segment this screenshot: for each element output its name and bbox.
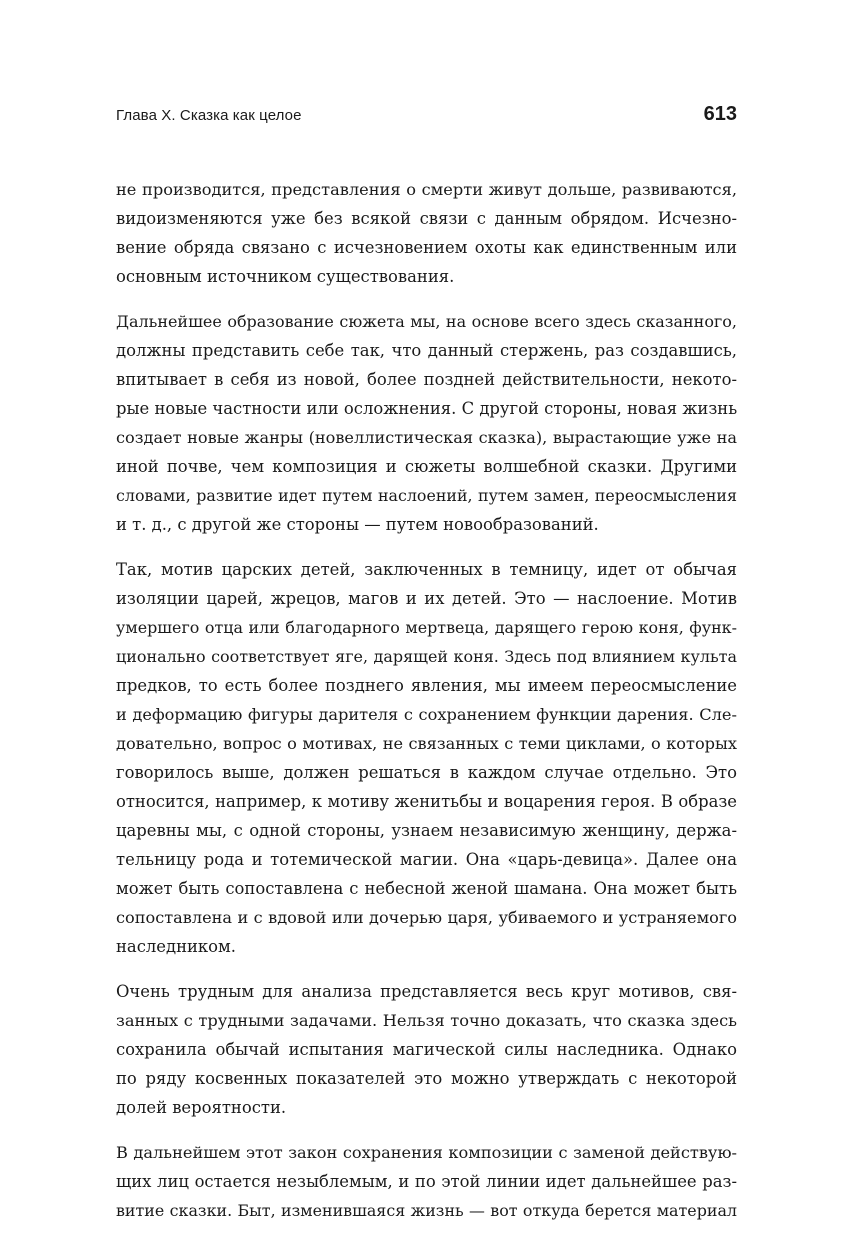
text-line: словами, развитие идет путем наслоений, путем замен, переосмысления (116, 486, 737, 505)
text-line: ционально соответствует яге, дарящей коня. Здесь под влиянием культа (116, 647, 737, 666)
text-line: довательно, вопрос о мотивах, не связанных с теми циклами, о которых (116, 734, 737, 753)
paragraph (116, 307, 737, 539)
running-head: Глава X. Сказка как целое (116, 107, 302, 124)
text-line: предков, то есть более позднего явления, мы имеем переосмысление (116, 676, 737, 695)
text-line: рые новые частности или осложнения. С другой стороны, новая жизнь (116, 399, 738, 418)
text-line: наследником. (116, 937, 237, 956)
text-line: вение обряда связано с исчезновением охоты как единственным или (116, 238, 737, 257)
text-line: сопоставлена и с вдовой или дочерью царя, убиваемого и устраняемого (116, 908, 737, 927)
text-line: основным источником существования. (116, 267, 455, 286)
page-header (116, 100, 737, 134)
paragraph (116, 555, 737, 961)
text-line: впитывает в себя из новой, более поздней действительности, некото- (116, 370, 737, 389)
text-line: относится, например, к мотиву женитьбы и воцарения героя. В образе (116, 792, 737, 811)
text-line: сохранила обычай испытания магической силы наследника. Однако (116, 1040, 737, 1059)
text-line: Так, мотив царских детей, заключенных в темницу, идет от обычая (116, 560, 737, 579)
text-line: говорилось выше, должен решаться в каждом случае отдельно. Это (116, 763, 737, 782)
paragraph (116, 977, 737, 1122)
text-line: по ряду косвенных показателей это можно утверждать с некоторой (116, 1069, 737, 1088)
text-line: тельницу рода и тотемической магии. Она «царь-девица». Далее она (116, 850, 737, 869)
text-line: долей вероятности. (116, 1098, 287, 1117)
text-line: и т. д., с другой же стороны — путем новообразований. (116, 515, 599, 534)
text-line: изоляции царей, жрецов, магов и их детей. Это — наслоение. Мотив (116, 589, 737, 608)
page-number: 613 (703, 103, 737, 125)
text-line: создает новые жанры (новеллистическая сказка), вырастающие уже на (116, 428, 737, 447)
text-line: должны представить себе так, что данный стержень, раз создавшись, (116, 341, 737, 360)
body-text (116, 175, 737, 1241)
text-line: щих лиц остается незыблемым, и по этой линии идет дальнейшее раз- (116, 1172, 737, 1191)
text-line: иной почве, чем композиция и сюжеты волшебной сказки. Другими (116, 457, 737, 476)
text-line: занных с трудными задачами. Нельзя точно доказать, что сказка здесь (116, 1011, 737, 1030)
text-line: не производится, представления о смерти живут дольше, развиваются, (116, 180, 737, 199)
text-line: видоизменяются уже без всякой связи с данным обрядом. Исчезно- (116, 209, 737, 228)
text-line: витие сказки. Быт, изменившаяся жизнь — вот откуда берется материал (116, 1201, 737, 1220)
paragraph (116, 175, 737, 291)
text-line: умершего отца или благодарного мертвеца, дарящего герою коня, функ- (116, 618, 737, 637)
text-line: В дальнейшем этот закон сохранения композиции с заменой действую- (116, 1143, 737, 1162)
text-line: и деформацию фигуры дарителя с сохранением функции дарения. Сле- (116, 705, 737, 724)
text-line: может быть сопоставлена с небесной женой шамана. Она может быть (116, 879, 737, 898)
paragraph (116, 1138, 737, 1225)
text-line: Очень трудным для анализа представляется весь круг мотивов, свя- (116, 982, 737, 1001)
text-line: царевны мы, с одной стороны, узнаем независимую женщину, держа- (116, 821, 737, 840)
text-line: Дальнейшее образование сюжета мы, на основе всего здесь сказанного, (116, 312, 737, 331)
